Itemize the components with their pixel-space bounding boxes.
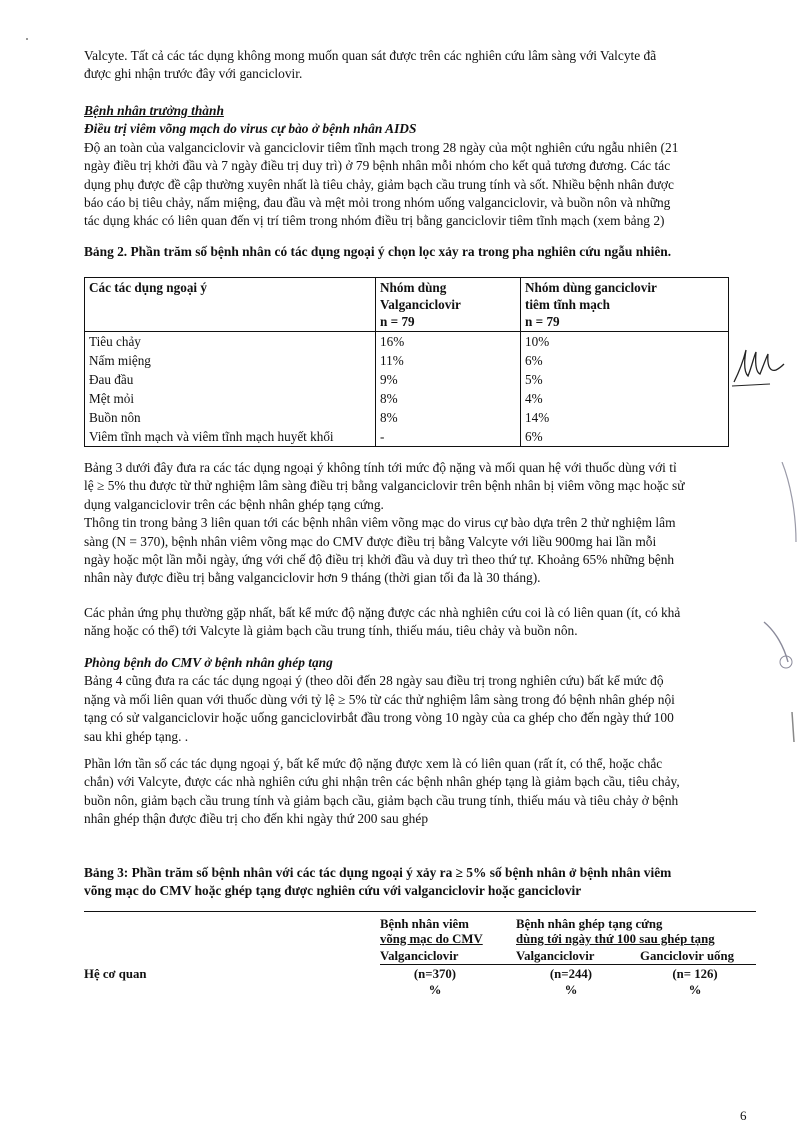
table-cell: 8%: [376, 389, 521, 408]
text-line: tác dụng khác có liên quan đến vị trí tiêm trong nhóm điều trị bằng ganciclovir tiêm tĩnh mạch (xem bảng 2): [84, 213, 665, 229]
group-header-retinitis: [380, 917, 502, 947]
table-cell: Viêm tĩnh mạch và viêm tĩnh mạch huyết khối: [85, 427, 376, 447]
scan-dot: [26, 38, 28, 40]
unit-label: %: [688, 983, 702, 997]
text-line: nhân này được điều trị bằng valganciclovir hơn 9 tháng (thời gian tối đa là 30 tháng).: [84, 570, 541, 586]
table-cell: -: [376, 427, 521, 447]
drug-header: Valganciclovir: [380, 949, 459, 963]
header-cell: [521, 278, 729, 332]
header-line: Nhóm dùng ganciclovir: [525, 280, 657, 295]
stamp-edge-icon: [756, 462, 800, 762]
table-cell: 11%: [376, 351, 521, 370]
text-line: Valcyte. Tất cả các tác dụng không mong muốn quan sát được trên các nghiên cứu lâm sàng với Valcyte đã: [84, 48, 657, 63]
text-line: ngày điều trị khởi đầu và 7 ngày điều trị duy trì) ở 79 bệnh nhân mỗi nhóm cho kết quả tương đương. Các tác: [84, 158, 671, 174]
n-value: (n=244): [549, 967, 593, 981]
text-line: sau khi ghép tạng. .: [84, 728, 189, 744]
text-line: được ghi nhận trước đây với ganciclovir.: [84, 66, 303, 82]
page-number: 6: [740, 1108, 747, 1123]
table-cell: 16%: [376, 332, 521, 352]
table-rule: [380, 964, 756, 965]
n-value: (n= 126): [672, 967, 718, 981]
header-line: Bệnh nhân ghép tạng cứng: [516, 917, 663, 931]
text-line: dụng valganciclovir trên các bệnh nhân ghép tạng cứng.: [84, 496, 384, 512]
unit-label: %: [564, 983, 578, 997]
table-cell: Tiêu chảy: [85, 332, 376, 352]
table2: [84, 277, 729, 447]
transplant-reactions-paragraph: [84, 755, 756, 829]
section-subheading: Điều trị viêm võng mạch do virus cự bào ở bệnh nhân AIDS: [84, 121, 417, 137]
table-cell: 8%: [376, 408, 521, 427]
text-line: nhân ghép thận được điều trị cho đến khi ngày thứ 200 sau ghép: [84, 811, 429, 827]
table-row: [85, 351, 729, 370]
table3-caption: [84, 864, 756, 901]
caption-text: Bảng 2. Phần trăm số bệnh nhân có tác dụng ngoại ý chọn lọc xảy ra trong pha nghiên cứu ngẫu nhiên.: [84, 244, 672, 259]
section-heading: Bệnh nhân trưởng thành: [84, 103, 224, 118]
table-cell: Buồn nôn: [85, 408, 376, 427]
intro-paragraph: [84, 47, 756, 84]
text-line: chắn) với Valcyte, được các nhà nghiên cứu ghi nhận trên các bệnh nhân ghép tạng là giảm bạch cầu, tiêu chảy,: [84, 774, 680, 790]
adult-section: [84, 102, 756, 231]
caption-text: võng mạc do CMV hoặc ghép tạng được nghiên cứu với valganciclovir hoặc ganciclovir: [84, 883, 582, 899]
table-cell: Đau đầu: [85, 370, 376, 389]
header-line: võng mạc do CMV: [380, 932, 483, 946]
text-line: năng hoặc có thể) tới Valcyte là giảm bạch cầu trung tính, thiếu máu, tiêu chảy và buồn nôn.: [84, 623, 578, 639]
table-cell: 4%: [521, 389, 729, 408]
table-cell: Mệt mỏi: [85, 389, 376, 408]
text-line: Phần lớn tần số các tác dụng ngoại ý, bất kể mức độ nặng được xem là có liên quan (rất ít, có thể, hoặc chắc: [84, 756, 663, 771]
table-cell: 14%: [521, 408, 729, 427]
text-line: dụng phụ được đề cập thường xuyên nhất là tiêu chảy, giảm bạch cầu trung tính và sốt. Nhiều bệnh nhân được: [84, 176, 674, 192]
table-row: [85, 408, 729, 427]
text-line: Các phản ứng phụ thường gặp nhất, bất kể mức độ nặng được các nhà nghiên cứu coi là có liên quan (ít, có khả: [84, 605, 681, 620]
table-cell: 6%: [521, 351, 729, 370]
row-label-organ-system: Hệ cơ quan: [84, 967, 147, 981]
text-line: nặng và mối liên quan với thuốc dùng với tỷ lệ ≥ 5% từ các thử nghiệm lâm sàng trong đó bệnh nhân ghép nội: [84, 691, 675, 707]
table-cell: 9%: [376, 370, 521, 389]
text-line: ngày hoặc một lần mỗi ngày, ứng với chế độ điều trị khởi đầu và duy trì theo thứ tự. Khoảng 65% những bệnh: [84, 552, 675, 568]
header-line: Nhóm dùng: [380, 280, 447, 295]
n-value: (n=370): [413, 967, 457, 981]
table-row: [85, 332, 729, 352]
table-row: [85, 427, 729, 447]
table-rule: [84, 911, 756, 912]
header-cell: Các tác dụng ngoại ý: [85, 278, 376, 332]
handwritten-signature-icon: [730, 340, 786, 390]
group-header-transplant: [516, 917, 756, 947]
text-line: Thông tin trong bảng 3 liên quan tới các bệnh nhân viêm võng mạc do virus cự bào dựa trên 2 thử nghiệm lâm: [84, 515, 676, 531]
table-cell: 10%: [521, 332, 729, 352]
table3-intro-paragraph: [84, 459, 756, 588]
text-line: báo cáo bị tiêu chảy, nấm miệng, đau đầu và mệt mỏi trong nhóm uống valganciclovir, và buồn nôn và những: [84, 195, 671, 211]
section-subheading: Phòng bệnh do CMV ở bệnh nhân ghép tạng: [84, 655, 333, 670]
text-line: tạng có sử valganciclovir hoặc uống ganciclovirbắt đầu trong vòng 10 ngày của ca ghép cho đến ngày thứ 100: [84, 710, 674, 726]
header-line: n = 79: [525, 314, 560, 329]
text-line: Bảng 3 dưới đây đưa ra các tác dụng ngoại ý không tính tới mức độ nặng và mối quan hệ với thuốc dùng với tỉ: [84, 460, 677, 475]
table-row: [85, 389, 729, 408]
common-reactions-paragraph: [84, 604, 756, 641]
table2-caption: [84, 243, 756, 261]
header-line: n = 79: [380, 314, 415, 329]
header-line: dùng tới ngày thứ 100 sau ghép tạng: [516, 932, 715, 946]
text-line: Độ an toàn của valganciclovir và ganciclovir tiêm tĩnh mạch trong 28 ngày của một nghiên cứu ngẫu nhiên (21: [84, 139, 679, 155]
text-line: lệ ≥ 5% thu được từ thử nghiệm lâm sàng điều trị bằng valganciclovir trên bệnh nhân bị viêm võng mạc hoặc sử: [84, 478, 685, 494]
header-cell: [376, 278, 521, 332]
table-cell: Nấm miệng: [85, 351, 376, 370]
drug-header: Valganciclovir: [516, 949, 595, 963]
drug-header: Ganciclovir uống: [640, 949, 734, 963]
table-header-row: [85, 278, 729, 332]
table-cell: 5%: [521, 370, 729, 389]
header-line: tiêm tĩnh mạch: [525, 297, 610, 312]
text-line: sàng (N = 370), bệnh nhân viêm võng mạc do CMV được điều trị bằng Valcyte với liều 900mg hai lần mỗi: [84, 533, 657, 549]
header-line: Valganciclovir: [380, 297, 461, 312]
table-row: [85, 370, 729, 389]
text-line: Bảng 4 cũng đưa ra các tác dụng ngoại ý (theo dõi đến 28 ngày sau điều trị trong nghiên cứu) bất kể mức độ: [84, 673, 664, 689]
unit-label: %: [428, 983, 442, 997]
transplant-section: [84, 654, 756, 746]
text-line: buồn nôn, giảm bạch cầu trung tính và giảm bạch cầu, giảm bạch cầu trung tính, thiếu máu và tiêu chảy ở bệnh: [84, 792, 679, 808]
caption-text: Bảng 3: Phần trăm số bệnh nhân với các tác dụng ngoại ý xảy ra ≥ 5% số bệnh nhân ở bệnh nhân viêm: [84, 865, 672, 880]
table-cell: 6%: [521, 427, 729, 447]
header-line: Bệnh nhân viêm: [380, 917, 469, 931]
